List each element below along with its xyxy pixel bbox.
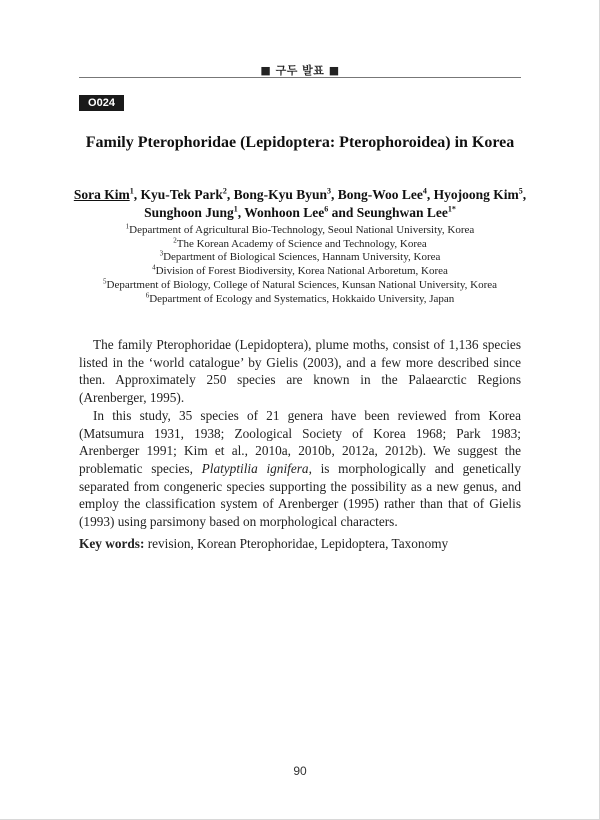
affiliation-mark: 3	[159, 249, 164, 258]
author-affiliation-mark: 5	[518, 186, 523, 196]
affiliation-text: Department of Biological Sciences, Hannam University, Korea	[163, 251, 441, 264]
author	[434, 187, 523, 202]
author-list	[40, 186, 560, 222]
affiliation	[40, 290, 560, 307]
keywords	[79, 535, 521, 552]
affiliation-text: Department of Ecology and Systematics, Hokkaido University, Japan	[149, 292, 455, 305]
author-name: Seunghwan Lee	[356, 205, 448, 220]
affiliation-mark: 5	[103, 277, 107, 286]
affiliation	[40, 279, 560, 293]
page-number: 90	[293, 764, 307, 778]
affiliation-mark: 6	[145, 290, 150, 299]
affiliation	[40, 251, 560, 265]
affiliation-text: The Korean Academy of Science and Technology, Korea	[176, 237, 427, 250]
author-affiliation-mark: 1	[129, 186, 134, 196]
author-name: Kyu-Tek Park	[140, 187, 223, 202]
author-name: Hyojoong Kim	[433, 187, 519, 202]
author-name: Bong-Kyu Byun	[233, 187, 328, 202]
keywords-label: Key words:	[79, 536, 145, 551]
author-name: Bong-Woo Lee	[337, 187, 423, 202]
affiliation-list	[40, 224, 560, 306]
abstract-text: In this study, 35 species of 21 genera have been reviewed from Korea (Matsumura 1931, 1938; Zoological Society of Korea 1968; Park 1983; Arenberger 1991; Kim et al., 2010a, 2010b, 2012a, 2012b). We suggest the problematic species,	[79, 407, 521, 476]
author	[338, 187, 427, 202]
author-name: Wonhoon Lee	[244, 205, 325, 220]
author-separator: ,	[237, 205, 245, 220]
paper-title: Family Pterophoridae (Lepidoptera: Pterophoroidea) in Korea	[85, 134, 515, 151]
author	[234, 187, 331, 202]
author-affiliation-mark: 1	[233, 204, 238, 214]
author-separator: ,	[426, 187, 434, 202]
author	[144, 205, 238, 220]
author-separator: ,	[331, 187, 338, 202]
author-separator: and	[328, 205, 357, 220]
affiliation	[40, 265, 560, 279]
author-separator: ,	[522, 187, 527, 202]
affiliation-mark: 4	[152, 263, 156, 272]
author-presenter	[74, 187, 134, 202]
author-affiliation-mark: 3	[327, 186, 332, 196]
author-affiliation-mark: 6	[324, 204, 329, 214]
abstract	[79, 336, 521, 531]
affiliation	[40, 224, 560, 238]
author-name: Sora Kim	[73, 187, 130, 202]
author-corresponding	[357, 205, 456, 220]
author	[244, 205, 328, 220]
affiliation-text: Department of Biology, College of Natural Sciences, Kunsan National University, Korea	[106, 278, 497, 291]
abstract-text: , is morphologically and genetically separated from congeneric species supporting the possibility as a new genus, and employ the classification system of Arenberger (1995) rather than that of Gielis (1993) using parsimony based on morphological characters.	[79, 460, 521, 530]
author	[140, 187, 226, 202]
running-header: ■ 구두 발표 ■	[260, 64, 340, 77]
affiliation-mark: 1	[125, 222, 130, 231]
author-separator: ,	[226, 187, 234, 202]
author-affiliation-mark: 2	[222, 186, 227, 196]
author-separator: ,	[133, 187, 141, 202]
author-name: Sunghoon Jung	[144, 205, 234, 220]
abstract-paragraph-1: The family Pterophoridae (Lepidoptera), plume moths, consist of 1,136 species listed in the ‘world catalogue’ by Gielis (2003), and a few more described since then. Approximately 250 species are known in the Palaearctic Regions (Arenberger, 1995).	[79, 337, 521, 406]
affiliation-mark: 2	[173, 236, 177, 245]
session-label: O024	[79, 95, 124, 111]
header-rule	[79, 77, 521, 78]
affiliation-text: Department of Agricultural Bio-Technology, Seoul National University, Korea	[129, 224, 475, 236]
species-name: Platyptilia ignifera	[201, 460, 309, 476]
author-affiliation-mark: 1*	[447, 204, 456, 214]
abstract-paragraph-2	[79, 407, 521, 531]
keywords-text: revision, Korean Pterophoridae, Lepidoptera, Taxonomy	[144, 536, 449, 551]
affiliation-text: Division of Forest Biodiversity, Korea National Arboretum, Korea	[155, 265, 448, 278]
author-affiliation-mark: 4	[422, 186, 427, 196]
affiliation	[40, 238, 560, 252]
